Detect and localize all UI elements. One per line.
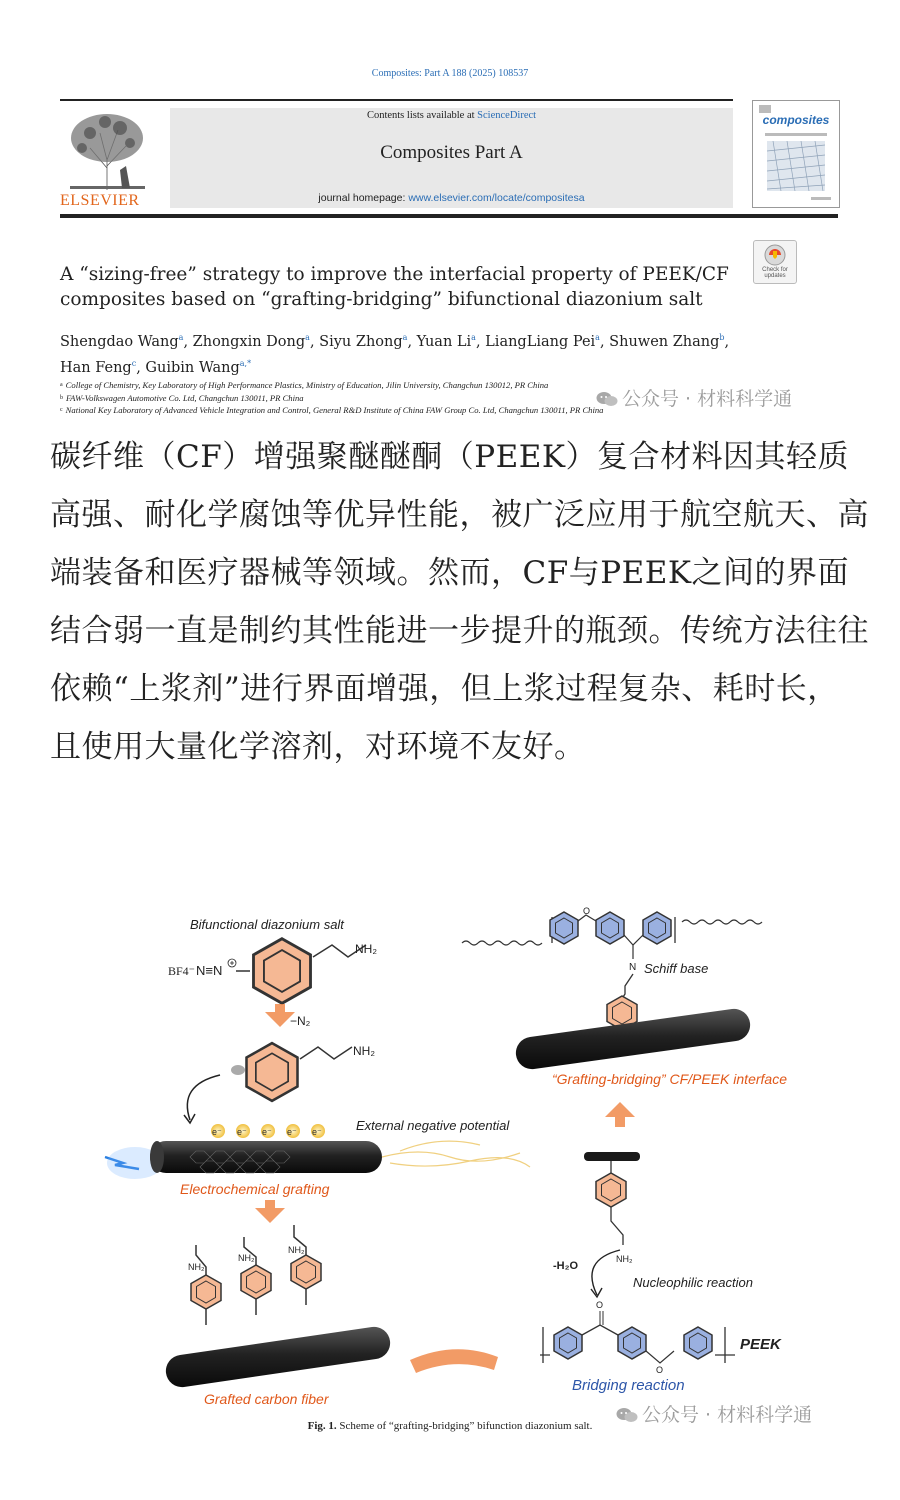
polymer-chain-wave [462,941,542,945]
grafted-carbon-fiber-rod [166,1327,390,1387]
author[interactable]: LiangLiang Pei$^a$ [485,333,600,350]
label-nucleophilic-reaction: Nucleophilic reaction [633,1275,753,1290]
author[interactable]: Han Feng$^c$ [60,358,137,376]
cover-logo-mark [759,105,771,113]
affiliation-item: $^c$ National Key Laboratory of Advanced Vehicle Integration and Control, General R&D Institute of China FAW Group Co. Ltd, Changchun 130011, PR China [60,405,604,416]
electrons-row [211,1124,325,1138]
label-peek: PEEK [740,1336,781,1353]
electric-discharge-icon [382,1141,530,1167]
benzene-ring-blue [550,912,578,944]
affiliation-item: $^a$ College of Chemistry, Key Laboratory of High Performance Plastics, Ministry of Education, Jilin University, Changchun 130012, PR China [60,380,549,390]
label-minus-h2o: -H₂O [553,1260,579,1272]
ethyl-chain [300,1047,352,1059]
label-bridging-reaction: Bridging reaction [572,1377,685,1394]
publisher-name: ELSEVIER [60,192,140,209]
wechat-icon [596,391,618,407]
electron-label: e⁻ [262,1127,272,1137]
benzene-ring-blue [618,1327,646,1359]
journal-homepage-link[interactable]: www.elsevier.com/locate/compositesa [408,192,585,204]
wechat-watermark: 公众号 · 材料科学通 [596,384,792,411]
label-nh2: NH₂ [616,1254,633,1264]
curved-arrow-icon [187,1075,220,1120]
benzene-ring [254,939,311,1004]
author[interactable]: Guibin Wang$^{a,*}$ [145,358,252,376]
down-arrow-icon [255,1200,285,1223]
cover-subtitle-bar [765,133,827,136]
label-external-potential: External negative potential [356,1118,510,1133]
author-list: Shengdao Wang$^a$, Zhongxin Dong$^a$, Siyu Zhong$^a$, Yuan Li$^a$, LiangLiang Pei$^a$, Shuwen Zhang$^b$, Han Feng$^c$, Guibin Wang$^{a,*}$ [60,333,730,376]
benzene-ring [596,1173,626,1207]
contents-prefix: Contents lists available at [366,110,478,121]
label-diazonium-group: N≡N [196,963,223,978]
label-schiff-base: Schiff base [644,961,709,976]
label-bf4: BF4⁻ [168,964,196,978]
sciencedirect-link[interactable]: ScienceDirect [477,110,537,121]
label-minus-n2: −N₂ [290,1014,311,1028]
citation-line[interactable]: Composites: Part A 188 (2025) 108537 [371,68,529,79]
fiber-fragment [584,1152,640,1161]
label-cf-peek-interface: “Grafting-bridging” CF/PEEK interface [552,1071,787,1087]
crossmark-label: Check for updates [762,267,788,279]
benzene-ring-blue [596,912,624,944]
journal-title: Composites Part A [380,142,523,163]
electron-label: e⁻ [212,1127,222,1137]
radical-orbital-icon [231,1065,245,1075]
journal-cover-thumbnail[interactable] [752,100,840,208]
benzene-ring [247,1043,298,1101]
cover-pattern-image [767,141,825,191]
affiliation-item: $^b$ FAW-Volkswagen Automotive Co. Ltd, Changchun 130011, PR China [60,392,304,403]
figure-number: Fig. 1. [307,1420,337,1432]
header-rule-bottom [60,214,838,218]
homepage-prefix: journal homepage: [318,192,409,204]
label-oxygen: O [656,1365,664,1375]
rod-end [150,1141,164,1173]
author[interactable]: Shengdao Wang$^a$ [60,333,184,350]
body-paragraph: 碳纤维（CF）增强聚醚醚酮（PEEK）复合材料因其轻质高强、耐化学腐蚀等优异性能，被广泛应用于航空航天、高端装备和医疗器械等领域。然而，CF与PEEK之间的界面结合弱一直是制约其性能进一步提升的瓶颈。传统方法往往依赖“上浆剂”进行界面增强，但上浆过程复杂、耗时长，且使用大量化学溶剂，对环境不友好。 [50,439,869,765]
figure-caption-text: Scheme of “grafting-bridging” bifunction diazonium salt. [336,1420,593,1432]
benzene-ring-blue [643,912,671,944]
label-diazonium-salt: Bifunctional diazonium salt [190,917,344,932]
author[interactable]: Yuan Li$^a$ [416,333,476,350]
plus-sign [230,961,234,965]
author[interactable]: Shuwen Zhang$^b$ [609,333,725,350]
header-rule-top [60,99,733,101]
polymer-chain-wave [682,920,762,924]
label-nh2: NH₂ [353,1044,375,1058]
article-title: A “sizing-free” strategy to improve the interfacial property of PEEK/CF composites based on “grafting-bridging” bifunctional diazonium salt [60,264,729,310]
author[interactable]: Zhongxin Dong$^a$ [192,333,310,350]
label-oxygen: O [596,1300,604,1310]
label-grafted-carbon-fiber: Grafted carbon fiber [204,1391,329,1407]
electron-label: e⁻ [287,1127,297,1137]
label-oxygen: O [583,906,591,916]
curved-process-arrow-icon [410,1349,498,1373]
label-nh2: NH₂ [288,1245,305,1255]
label-nh2: NH₂ [355,942,377,956]
carbon-fiber-rod [150,1141,382,1173]
figure-caption [0,1420,900,1432]
label-nh2: NH₂ [238,1253,255,1263]
label-n-atom: N [629,962,637,973]
label-nh2: NH₂ [188,1262,205,1272]
cover-footer-bar [811,197,831,200]
crossmark-icon [764,244,786,266]
up-arrow-icon [605,1102,635,1127]
benzene-ring-blue [554,1327,582,1359]
check-for-updates-badge[interactable] [753,240,797,284]
scheme-figure [100,895,860,1435]
label-electrochemical-grafting: Electrochemical grafting [180,1181,330,1197]
wechat-watermark: 公众号 · 材料科学通 [616,1400,812,1427]
journal-info-box [170,108,733,208]
grafted-chains [188,1225,321,1325]
contents-line [170,110,733,121]
cover-title: composites [762,113,830,127]
electron-label: e⁻ [237,1127,247,1137]
author[interactable]: Siyu Zhong$^a$ [319,333,408,350]
benzene-ring-blue [684,1327,712,1359]
homepage-line [170,192,733,204]
electron-label: e⁻ [312,1127,322,1137]
